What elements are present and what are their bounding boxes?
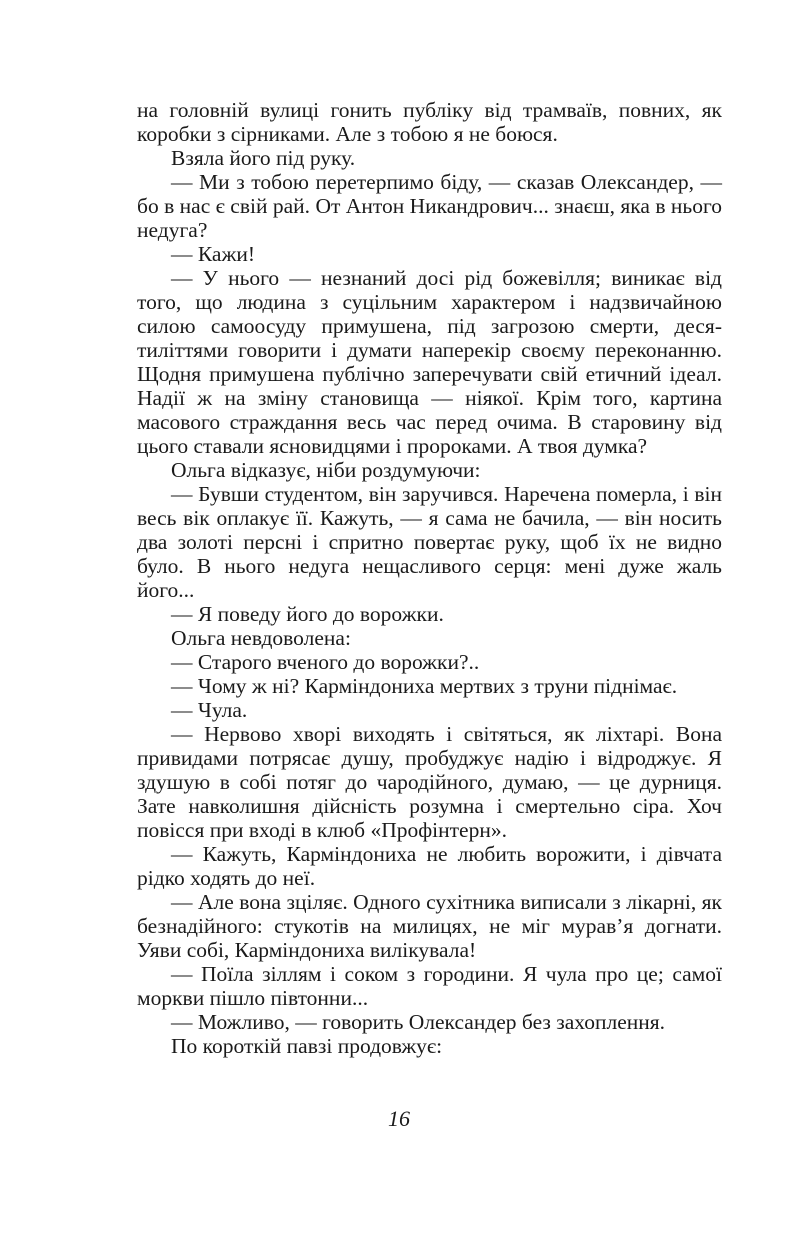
- paragraph: — Чула.: [171, 698, 248, 722]
- paragraph: — Поїла зіллям і соком з городини. Я чула про це; самої моркви пішло півтонни...: [137, 962, 722, 1010]
- body-text: [137, 98, 722, 1058]
- paragraph: — Але вона зціляє. Одного сухітника виписали з лікарні, як безнадійного: стукотів на милицях, не міг мурав’я догнати. Уяви собі, Карміндониха вилікувала!: [137, 890, 722, 962]
- paragraph: — Чому ж ні? Карміндониха мертвих з труни піднімає.: [171, 674, 678, 698]
- paragraph: По короткій павзі продовжує:: [171, 1034, 443, 1058]
- paragraph: Взяла його під руку.: [171, 146, 356, 170]
- paragraph: — Старого вченого до ворожки?..: [171, 650, 480, 674]
- paragraph: — Ми з тобою перетерпимо біду, — сказав Олександер, — бо в нас є свій рай. От Антон Никандрович... знаєш, яка в нього недуга?: [137, 170, 722, 242]
- paragraph: — Бувши студентом, він заручився. Наречена померла, і він весь вік оплакує її. Кажуть, — я сама не бачила, — він носить два золоті персні і спритно повертає руку, щоб їх не видно було. В нього недуга нещасливого серця: мені дуже жаль його...: [137, 482, 722, 602]
- paragraph: — Кажи!: [171, 242, 255, 266]
- paragraph: — Нервово хворі виходять і світяться, як ліхтарі. Вона привидами потрясає душу, пробуджує надію і відроджує. Я здушую в собі потяг до чародійного, думаю, — це дурниця. Зате навколишня дійсність розумна і смертельно сіра. Хоч повісся при вході в клюб «Профінтерн».: [137, 722, 722, 842]
- paragraph: на головній вулиці гонить публіку від трамваїв, повних, як коробки з сірниками. Але з тобою я не боюся.: [137, 98, 722, 146]
- paragraph: Ольга невдоволена:: [171, 626, 351, 650]
- paragraph: — Я поведу його до ворожки.: [171, 602, 444, 626]
- paragraph: — Кажуть, Карміндониха не любить ворожити, і дівчата рідко ходять до неї.: [137, 842, 722, 890]
- page-number: 16: [388, 1106, 410, 1131]
- paragraph: — У нього — незнаний досі рід божевілля; виникає від того, що людина з суцільним характером і надзвичайною силою самоосуду примушена, під загрозою смерти, десятиліттями говорити і думати наперекір своєму переконанню. Щодня примушена публічно заперечувати свій етичний ідеал. Надії ж на зміну становища — ніякої. Крім того, картина масового страждання весь час перед очима. В старовину від цього ставали ясновидцями і пророками. А твоя думка?: [137, 266, 722, 458]
- paragraph: — Можливо, — говорить Олександер без захоплення.: [171, 1010, 666, 1034]
- paragraph: Ольга відказує, ніби роздумуючи:: [171, 458, 481, 482]
